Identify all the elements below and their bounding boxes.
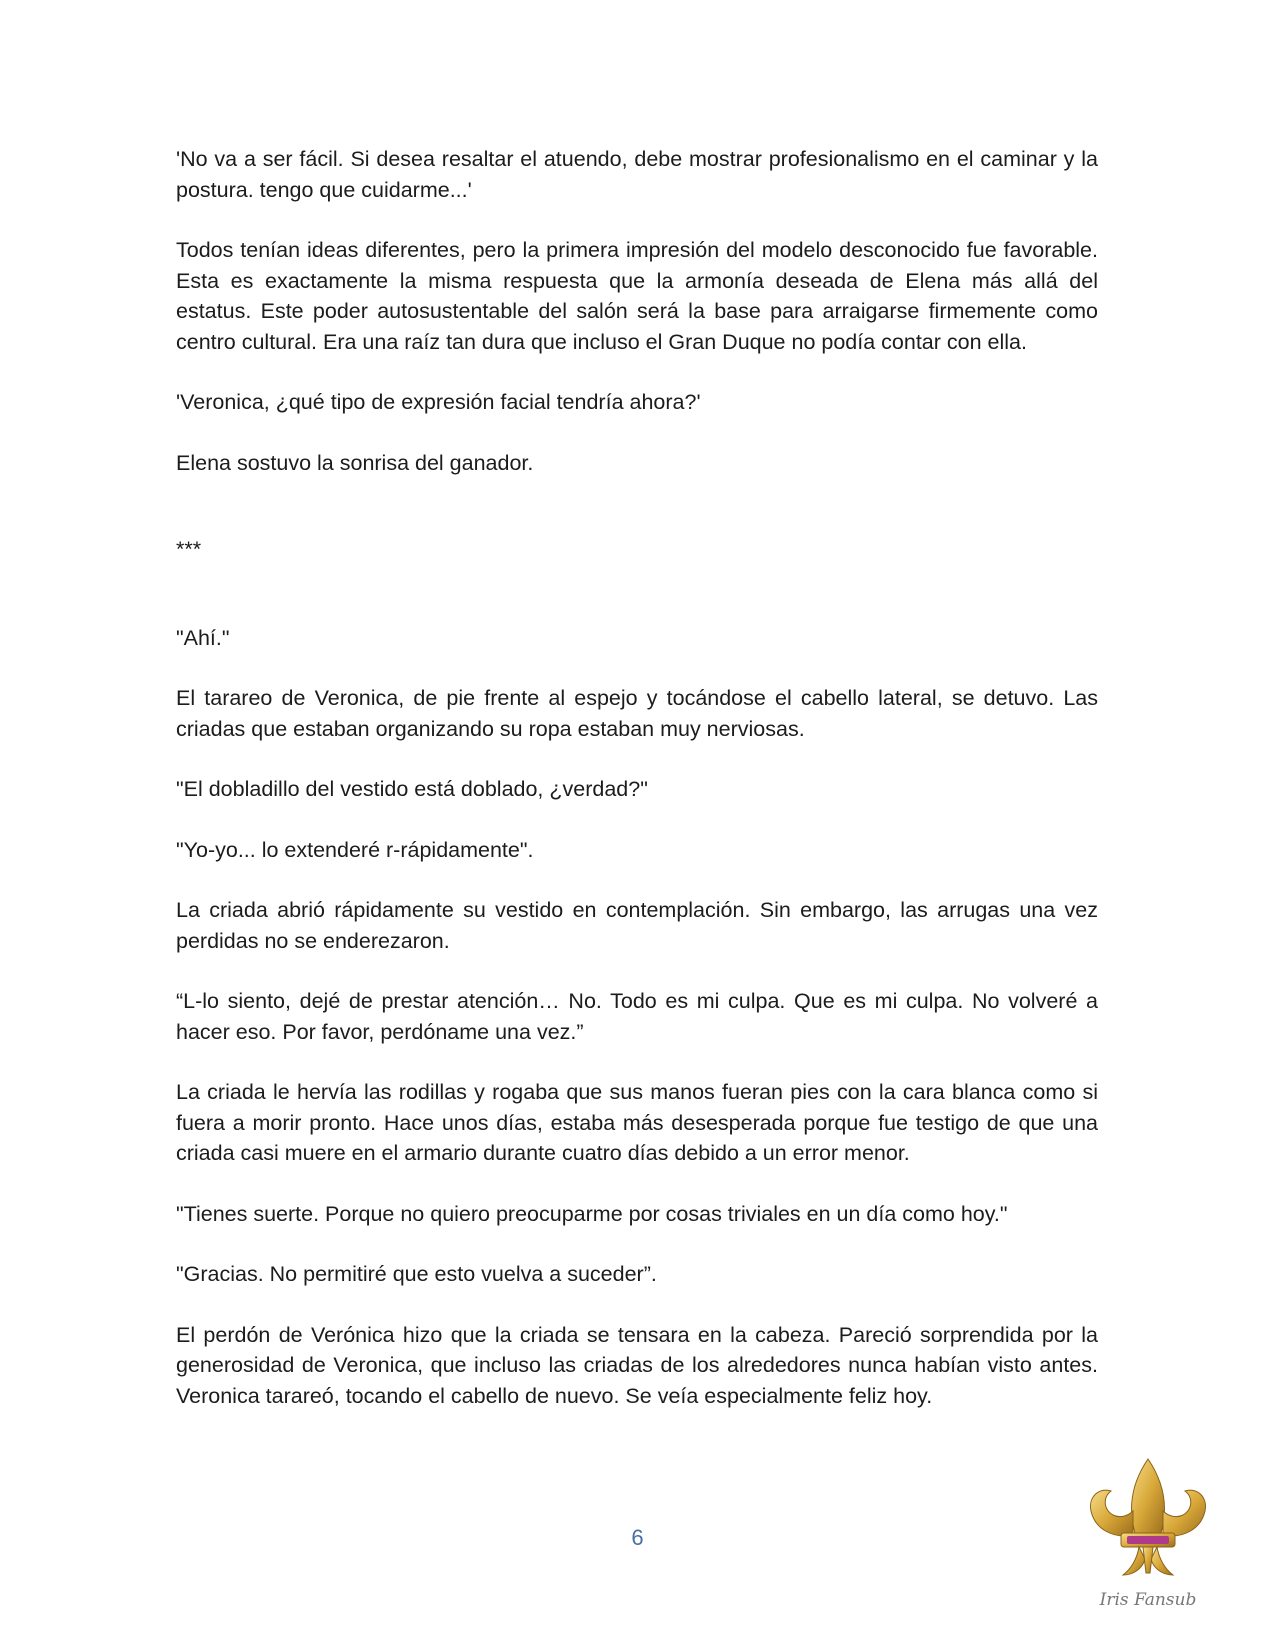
page-number: 6 — [631, 1525, 644, 1550]
paragraph: La criada le hervía las rodillas y rogaba que sus manos fueran pies con la cara blanca como si fuera a morir pronto. Hace unos días, estaba más desesperada porque fue testigo de que una criada casi muere en el armario durante cuatro días debido a un error menor. — [176, 1080, 1098, 1165]
paragraph: 'Veronica, ¿qué tipo de expresión facial tendría ahora?' — [176, 390, 701, 414]
fleur-de-lis-icon — [1083, 1455, 1213, 1590]
paragraph: La criada abrió rápidamente su vestido en contemplación. Sin embargo, las arrugas una vez perdidas no se enderezaron. — [176, 898, 1098, 953]
logo-caption: Iris Fansub — [1099, 1590, 1197, 1610]
paragraph: "El dobladillo del vestido está doblado, ¿verdad?" — [176, 777, 648, 801]
paragraph: "Gracias. No permitiré que esto vuelva a suceder”. — [176, 1262, 657, 1286]
paragraph: "Yo-yo... lo extenderé r-rápidamente". — [176, 837, 534, 862]
paragraph: El tarareo de Veronica, de pie frente al espejo y tocándose el cabello lateral, se detuvo. Las criadas que estaban organizando su ropa estaban muy nerviosas. — [176, 686, 1098, 741]
paragraph: Todos tenían ideas diferentes, pero la primera impresión del modelo desconocido fue favorable. Esta es exactamente la misma respuesta que la armonía deseada de Elena más allá del estatus. Este poder autosustentable del salón será la base para arraigarse firmemente como centro cultural. Era una raíz tan dura que incluso el Gran Duque no podía contar con ella. — [176, 238, 1098, 354]
paragraph: "Ahí." — [176, 625, 230, 650]
page-body — [176, 144, 1098, 1441]
paragraph: El perdón de Verónica hizo que la criada se tensara en la cabeza. Pareció sorprendida por la generosidad de Veronica, que incluso las criadas de los alrededores nunca habían visto antes. Veronica tarareó, tocando el cabello de nuevo. Se veía especialmente feliz hoy. — [176, 1322, 1098, 1408]
paragraph: 'No va a ser fácil. Si desea resaltar el atuendo, debe mostrar profesionalismo en el caminar y la postura. tengo que cuidarme...' — [176, 147, 1098, 202]
scene-separator: *** — [176, 537, 202, 561]
paragraph: “L-lo siento, dejé de prestar atención… No. Todo es mi culpa. Que es mi culpa. No volveré a hacer eso. Por favor, perdóname una vez.” — [176, 989, 1098, 1044]
paragraph: "Tienes suerte. Porque no quiero preocuparme por cosas triviales en un día como hoy." — [176, 1201, 1008, 1226]
fansub-logo — [1083, 1455, 1213, 1630]
paragraph: Elena sostuvo la sonrisa del ganador. — [176, 450, 534, 475]
